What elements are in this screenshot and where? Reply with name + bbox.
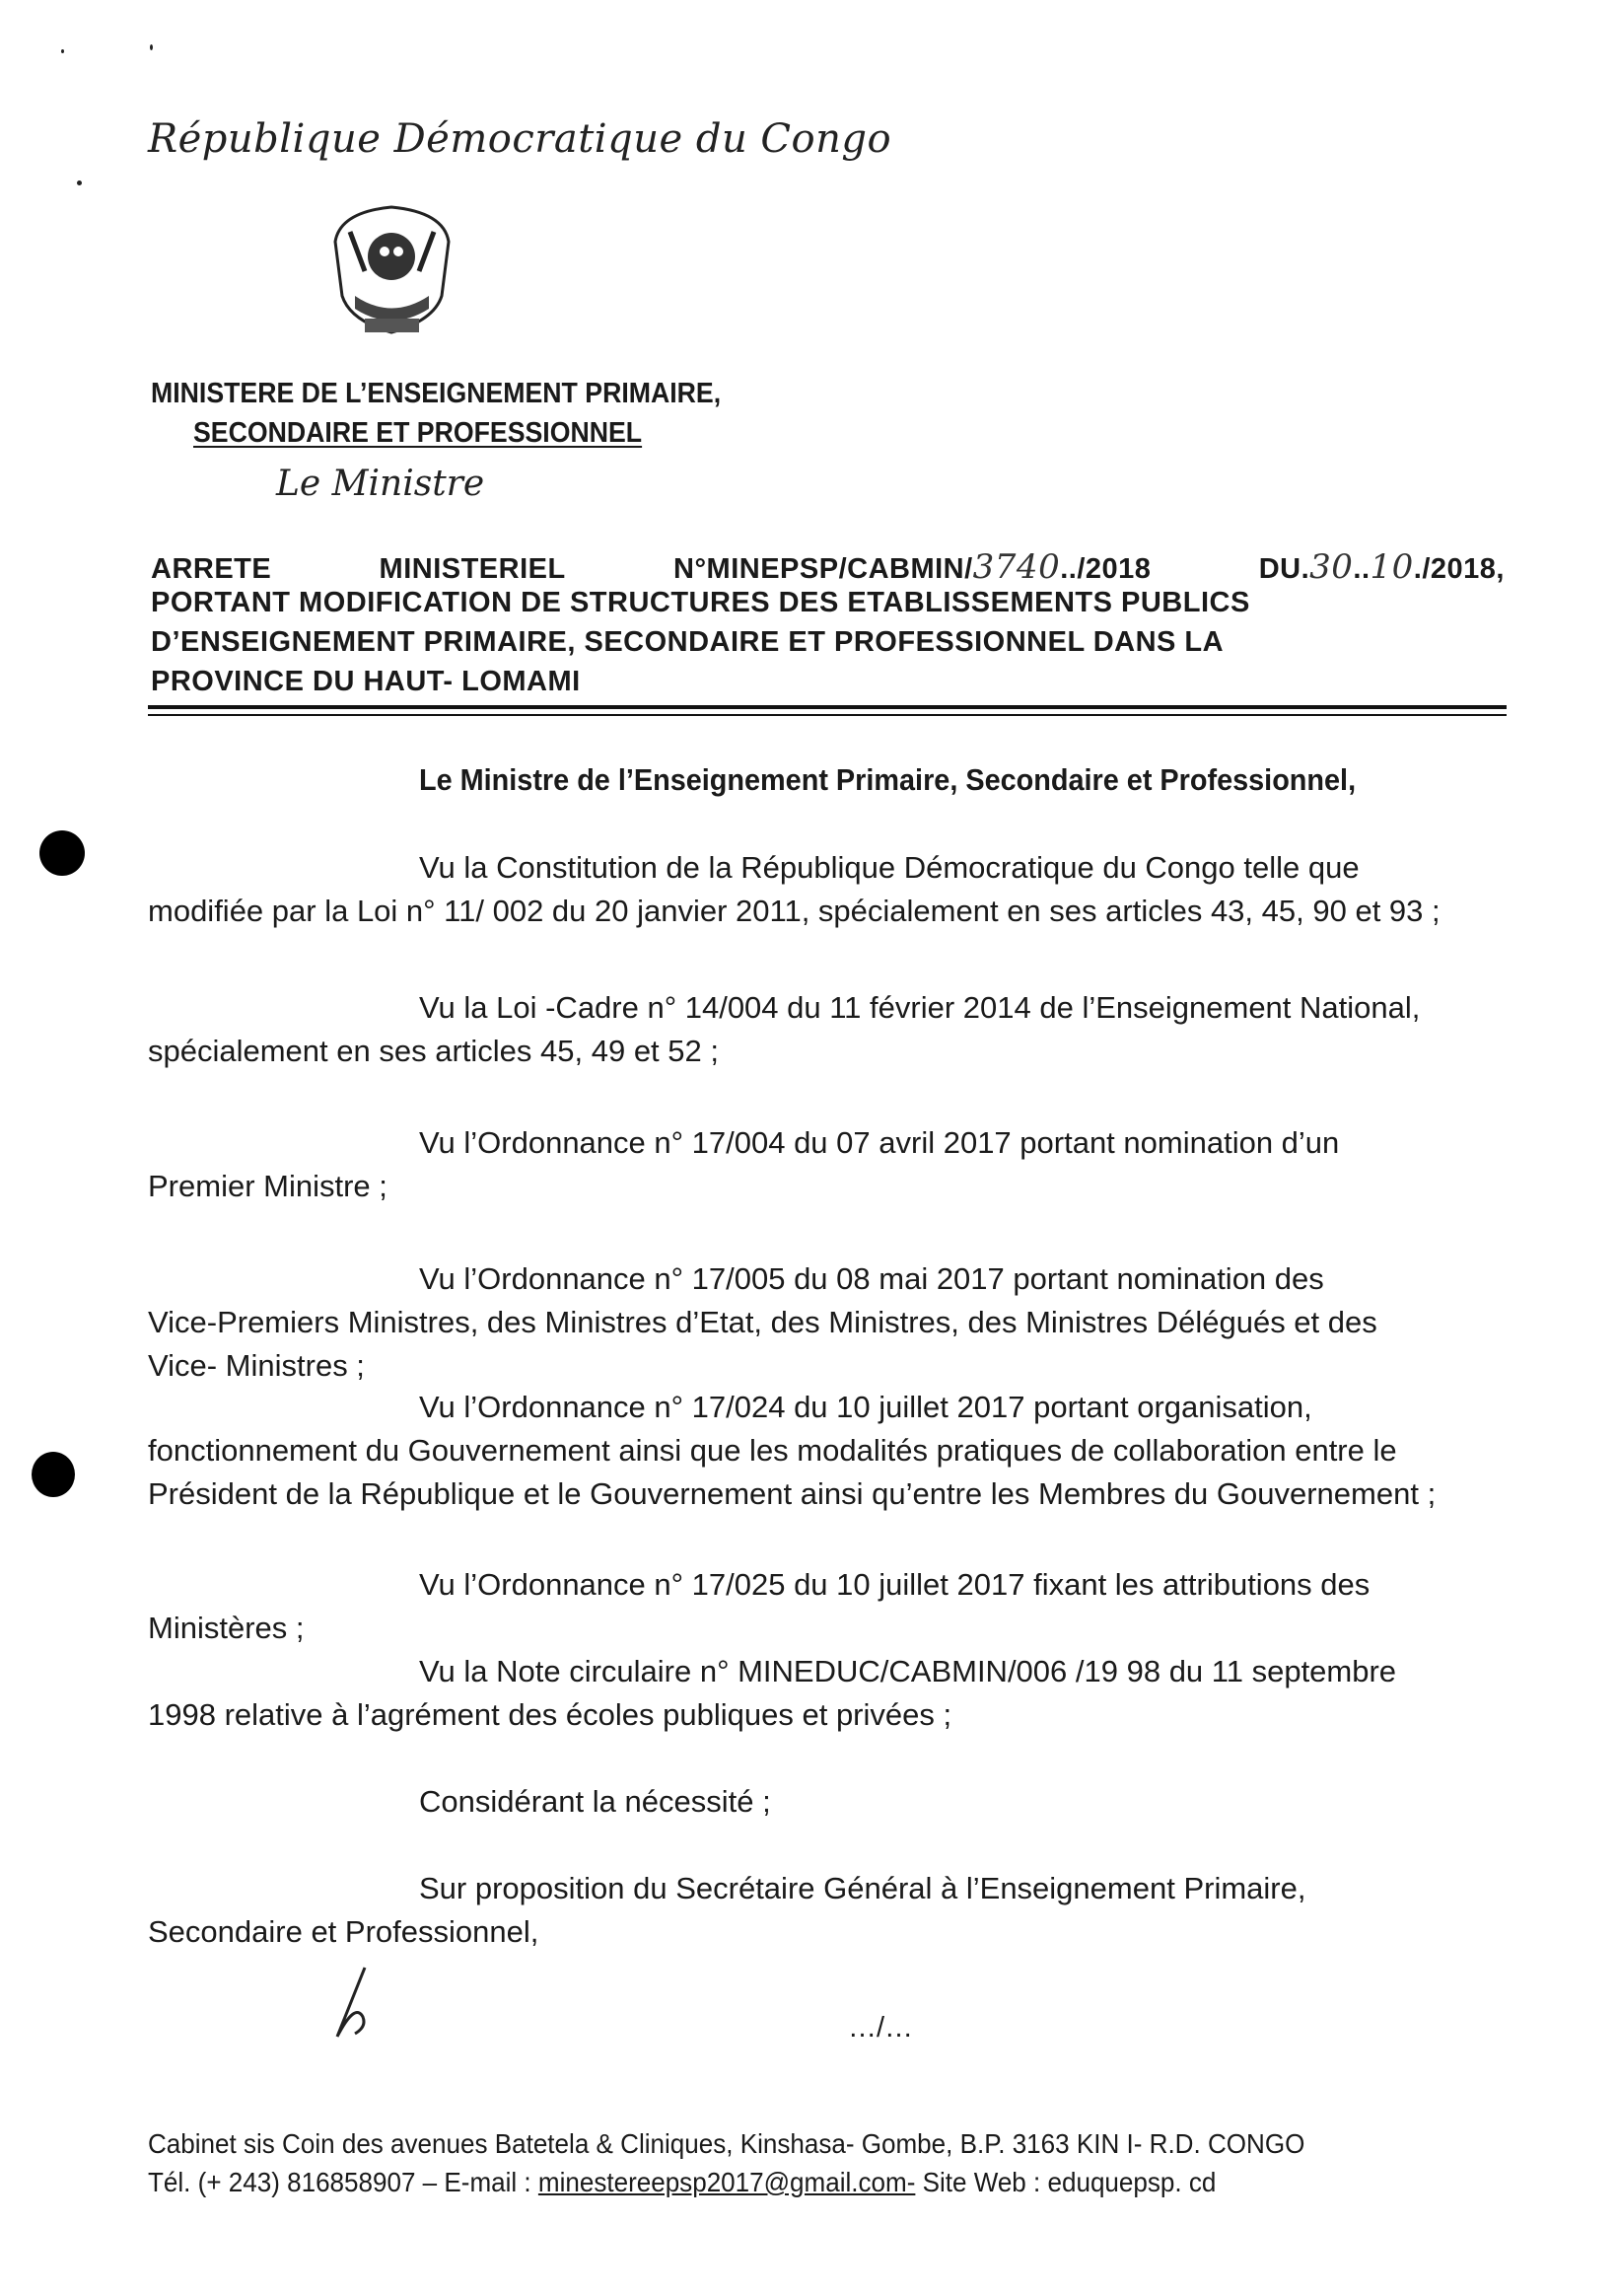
- scan-speck: [61, 49, 64, 53]
- punch-hole: [39, 830, 85, 876]
- republic-title: République Démocratique du Congo: [148, 116, 892, 162]
- arrete-line4: PROVINCE DU HAUT- LOMAMI: [151, 666, 581, 697]
- punch-hole: [32, 1452, 75, 1497]
- le-ministre-signature-title: Le Ministre: [276, 464, 485, 504]
- consideration-ordonnance-17-004: Vu l’Ordonnance n° 17/004 du 07 avril 2017 portant nomination d’un Premier Ministre ;: [148, 1125, 1340, 1203]
- consideration-necessite: Considérant la nécessité ;: [419, 1784, 771, 1819]
- arrete-word: MINISTERIEL: [379, 553, 566, 585]
- consideration-loi-cadre: Vu la Loi -Cadre n° 14/004 du 11 février 2014 de l’Enseignement National, spécialement en ses articles 45, 49 et 52 ;: [148, 990, 1421, 1068]
- arrete-line2: PORTANT MODIFICATION DE STRUCTURES DES ETABLISSEMENTS PUBLICS: [151, 587, 1250, 618]
- continuation-mark: …/…: [848, 2012, 914, 2044]
- title-rule: [148, 705, 1507, 709]
- consideration-ordonnance-17-025: Vu l’Ordonnance n° 17/025 du 10 juillet 2017 fixant les attributions des Ministères ;: [148, 1567, 1371, 1645]
- ministry-name-line1: MINISTERE DE L’ENSEIGNEMENT PRIMAIRE,: [151, 378, 722, 409]
- consideration-constitution: Vu la Constitution de la République Démocratique du Congo telle que modifiée par la Loi n° 11/ 002 du 20 janvier 2011, spécialement en ses articles 43, 45, 90 et 93 ;: [148, 850, 1441, 928]
- arrete-date: DU.30..10./2018,: [1258, 547, 1505, 587]
- arrete-word: ARRETE: [151, 553, 272, 585]
- footer-email-link[interactable]: minestereepsp2017@gmail.com-: [537, 2167, 916, 2197]
- arrete-line3: D’ENSEIGNEMENT PRIMAIRE, SECONDAIRE ET PROFESSIONNEL DANS LA: [151, 626, 1225, 658]
- consideration-note-circulaire: Vu la Note circulaire n° MINEDUC/CABMIN/006 /19 98 du 11 septembre 1998 relative à l’agrément des écoles publiques et privées ;: [148, 1654, 1397, 1732]
- initials-signature: [325, 1963, 375, 2042]
- consideration-ordonnance-17-024: Vu l’Ordonnance n° 17/024 du 10 juillet 2017 portant organisation, fonctionnement du Gouvernement ainsi que les modalités pratiques de collaboration entre le Président de la République et le Gouvernement ainsi qu’entre les Membres du Gouvernement ;: [148, 1390, 1437, 1511]
- consideration-ordonnance-17-005: Vu l’Ordonnance n° 17/005 du 08 mai 2017 portant nomination des Vice-Premiers Ministres, des Ministres d’Etat, des Ministres, des Ministres Délégués et des Vice- Ministres ;: [148, 1261, 1377, 1383]
- footer-contact: Tél. (+ 243) 816858907 – E-mail : minestereepsp2017@gmail.com- Site Web : eduquepsp. cd: [148, 2167, 1217, 2197]
- title-rule-thin: [148, 714, 1507, 716]
- handwritten-number: 3740: [972, 547, 1061, 587]
- consideration-proposition: Sur proposition du Secrétaire Général à l’Enseignement Primaire, Secondaire et Professionnel,: [148, 1871, 1306, 1949]
- scan-speck: [150, 44, 153, 50]
- scan-speck: [77, 180, 82, 185]
- coat-of-arms-icon: [325, 202, 458, 340]
- handwritten-month: 10: [1370, 547, 1414, 587]
- ministry-name-line2: SECONDAIRE ET PROFESSIONNEL: [193, 417, 643, 449]
- handwritten-day: 30: [1309, 547, 1354, 587]
- minister-heading: Le Ministre de l’Enseignement Primaire, Secondaire et Professionnel,: [419, 762, 1357, 797]
- footer-address: Cabinet sis Coin des avenues Batetela & Cliniques, Kinshasa- Gombe, B.P. 3163 KIN I- R.D. CONGO: [148, 2128, 1305, 2159]
- arrete-reference: N°MINEPSP/CABMIN/3740../2018: [673, 547, 1152, 587]
